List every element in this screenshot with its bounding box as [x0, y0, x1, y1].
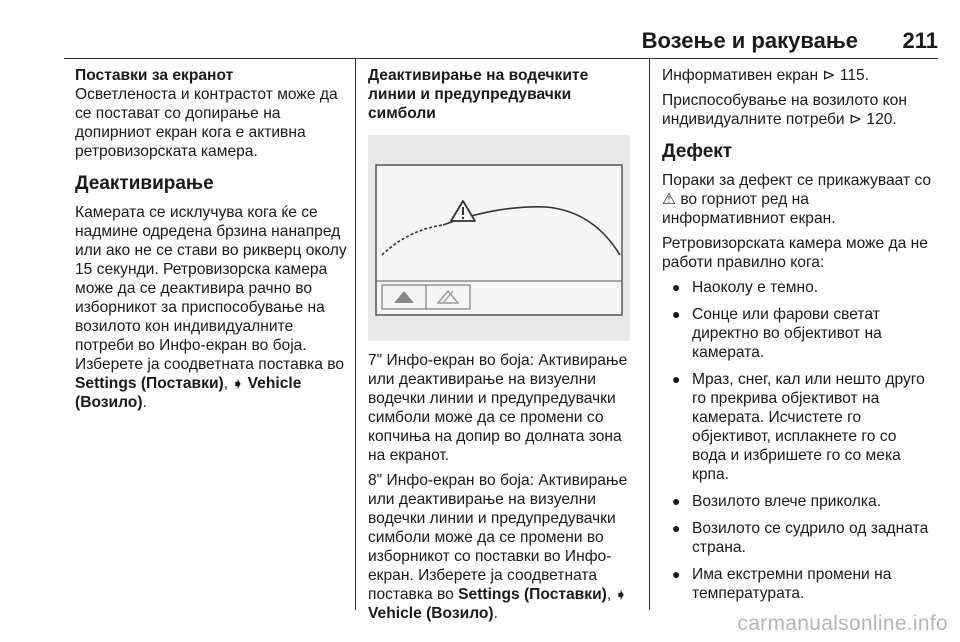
display-settings-text: Осветленоста и контрастот може да се постават со допирање на допирниот екран кога е активна ретровизорската камера.: [75, 86, 338, 160]
separator: ,: [223, 375, 233, 392]
page-title: Возење и ракување: [641, 28, 858, 53]
list-item: [662, 278, 932, 297]
list-item-text: Возилото се судрило од задната страна.: [692, 520, 929, 556]
deactivation-text: [75, 203, 347, 412]
list-item: [662, 519, 932, 557]
vehicle-menu-ref: Vehicle (Возило): [368, 605, 494, 622]
column-2: [368, 66, 634, 629]
page-ref-arrow-icon: ⊳: [848, 111, 863, 128]
list-item: [662, 492, 932, 511]
list-item-text: Наоколу е темно.: [692, 279, 819, 296]
bullet-icon: ●: [672, 279, 681, 295]
fault-conditions-list: [662, 278, 932, 603]
fault-text: [662, 171, 932, 228]
watermark: carmanualsonline.info: [737, 612, 948, 635]
page-header: [64, 22, 938, 59]
bullet-icon: ●: [672, 371, 681, 387]
info-display-ref-text: Информативен екран: [662, 67, 823, 84]
page-ref-arrow-icon: ⊳: [822, 67, 836, 84]
settings-menu-ref: Settings (Поставки): [75, 375, 224, 392]
separator: ,: [606, 586, 616, 603]
info-display-8-body: 8" Инфо-екран во боја: Активирање или деактивирање на визуелни водечки линии и предупредувачки симболи може да се промени во изборникот со поставки во Инфо-екран. Изберете ја соодветната поставка во: [368, 472, 628, 603]
info-display-7-text: 7" Инфо-екран во боја: Активирање или деактивирање на визуелни водечки линии и предупредувачки симболи може да се промени со копчиња на допир во долната зона на екранот.: [368, 352, 628, 464]
bullet-icon: ●: [672, 493, 681, 509]
menu-arrow-icon: ➧: [232, 376, 244, 391]
bullet-icon: ●: [672, 306, 681, 322]
deactivation-body: Камерата се исклучува кога ќе се надмине одредена брзина нанапред или ако не се стави во рикверц околу 15 секунди. Ретровизорска камера може да се деактивира рачно во изборникот за приспособување на возилото кон индивидуалните потреби во Инфо-екран во боја. Изберете ја соодветната поставка во: [75, 204, 347, 373]
deactivation-heading: Деактивирање: [75, 173, 214, 194]
bullet-icon: ●: [672, 520, 681, 536]
list-item-text: Има екстремни промени на температурата.: [692, 566, 892, 602]
list-item: [662, 305, 932, 362]
column-1: [75, 66, 347, 418]
column-divider-2: [649, 58, 650, 610]
personalisation-ref-text: Приспособување на возилото кон индивидуалните потреби: [662, 92, 907, 128]
settings-menu-ref: Settings (Поставки): [458, 586, 607, 603]
info-display-ref: [662, 66, 932, 85]
guidelines-heading: Деактивирање на водечките линии и предупредувачки симболи: [368, 67, 589, 122]
fault-text-post: во горниот ред на информативниот екран.: [662, 191, 836, 227]
period: .: [493, 605, 498, 622]
list-item-text: Возилото влече приколка.: [692, 493, 882, 510]
camera-display-illustration: [368, 135, 630, 341]
personalisation-ref-page[interactable]: 120.: [862, 111, 897, 128]
camera-display-figure: [368, 135, 630, 341]
list-item-text: Сонце или фарови светат директно во објективот на камерата.: [692, 306, 882, 361]
fault-text-pre: Пораки за дефект се прикажуваат со: [662, 172, 932, 189]
personalisation-ref: [662, 91, 932, 129]
list-item: [662, 370, 932, 484]
info-display-ref-page[interactable]: 115.: [835, 67, 870, 84]
list-item: [662, 565, 932, 603]
bullet-icon: ●: [672, 566, 681, 582]
column-3: [662, 66, 932, 611]
guidelines-toggle-button[interactable]: [382, 285, 426, 309]
period: .: [142, 394, 147, 411]
info-display-8-text: [368, 471, 634, 623]
display-settings-heading: Поставки за екранот: [75, 67, 234, 84]
fault-conditions-intro: Ретровизорската камера може да не работи правилно кога:: [662, 235, 928, 271]
warning-symbols-toggle-button[interactable]: [426, 285, 470, 309]
column-divider-1: [355, 58, 356, 610]
menu-arrow-icon: ➧: [615, 587, 627, 602]
page-number: 211: [902, 28, 938, 53]
vehicle-menu-ref: Vehicle (Возило): [75, 375, 302, 411]
warning-triangle-icon: ⚠: [662, 191, 676, 208]
list-item-text: Мраз, снег, кал или нешто друго го прекрива објективот на камерата. Исчистете го објективот, исплакнете го со вода и избришете го со мека крпа.: [692, 371, 925, 483]
fault-heading: Дефект: [662, 141, 733, 162]
